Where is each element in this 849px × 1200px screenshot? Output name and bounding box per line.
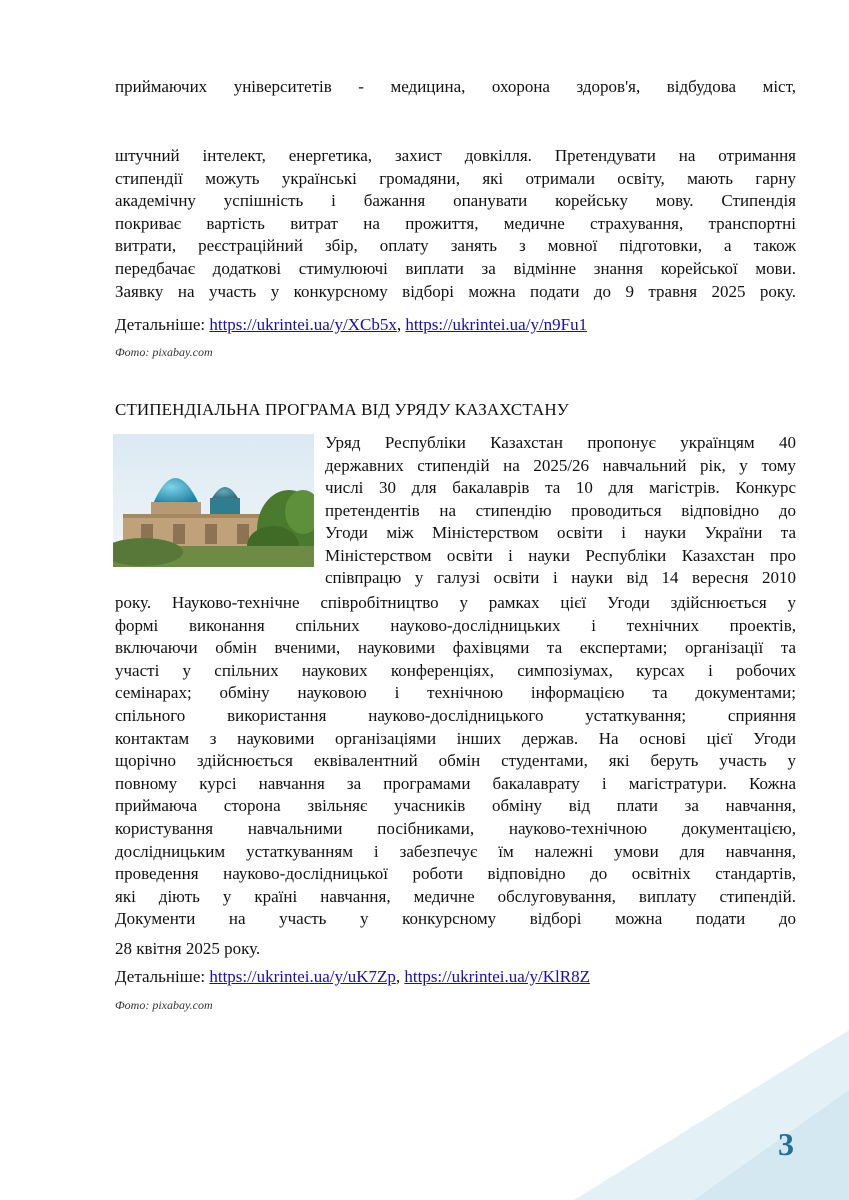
details-line	[115, 966, 590, 988]
body-text-line: проведення науково-дослідницької роботи відповідно до освітніх стандартів,	[115, 864, 796, 884]
body-text-line: повному курсі навчання за програмами бакалаврату і магістратури. Кожна	[115, 773, 796, 793]
body-text-line: семінарах; обміну науковою і технічною інформацією та документами;	[115, 683, 796, 703]
body-text-line: витрати, реєстраційний збір, оплату занять з мовної підготовки, а також	[115, 236, 796, 256]
link-separator: ,	[396, 315, 406, 334]
body-text-line: участі у спільних наукових конференціях, симпозіумах, курсах і робочих	[115, 660, 796, 680]
corner-decoration	[574, 1030, 849, 1200]
section-heading: СТИПЕНДІАЛЬНА ПРОГРАМА ВІД УРЯДУ КАЗАХСТАНУ	[115, 400, 569, 419]
body-text-line: 28 квітня 2025 року.	[115, 939, 261, 958]
body-text-line: співпрацю у галузі освіти і науки від 14 вересня 2010	[325, 568, 796, 587]
body-text-line: дослідницьким устаткуванням і забезпечує їм належні умови для навчання,	[115, 841, 796, 861]
body-text-line: користування навчальними посібниками, науково-технічною документацією,	[115, 819, 796, 838]
body-text-line: покриває вартість витрат на прожиття, медичне страхування, транспортні	[115, 213, 796, 233]
body-text-line: стипендії можуть українські громадяни, які отримали освіту, мають гарну	[115, 168, 796, 188]
body-text-line: Міністерством освіти і науки Республіки Казахстан про	[325, 545, 796, 565]
details-line	[115, 314, 587, 336]
details-label: Детальніше:	[115, 315, 210, 334]
body-text-line: числі 30 для бакалаврів та 10 для магістрів. Конкурс	[325, 478, 796, 497]
photo-credit: Фото: pixabay.com	[115, 345, 213, 359]
details-link-1[interactable]: https://ukrintei.ua/y/XCb5x	[209, 315, 397, 334]
body-text-line: Заявку на участь у конкурсному відборі можна подати до 9 травня 2025 року.	[115, 281, 796, 301]
body-text-line: державних стипендій на 2025/26 навчальний рік, у тому	[325, 455, 796, 475]
details-link-2[interactable]: https://ukrintei.ua/y/KlR8Z	[404, 967, 590, 986]
details-label: Детальніше:	[115, 967, 210, 986]
body-text-line: щорічно здійснюється еквівалентний обмін студентами, які беруть участь у	[115, 751, 796, 771]
body-text-line: приймаюча сторона звільняє учасників обміну від плати за навчання,	[115, 796, 796, 816]
body-text-line: контактам з науковими організаціями інших держав. На основі цієї Угоди	[115, 728, 796, 748]
body-text-line: Документи на участь у конкурсному відборі можна подати до	[115, 909, 796, 929]
photo-credit: Фото: pixabay.com	[115, 998, 213, 1012]
body-text-line: формі виконання спільних науково-дослідницьких і технічних проектів,	[115, 615, 796, 635]
details-link-1[interactable]: https://ukrintei.ua/y/uK7Zp	[209, 967, 396, 986]
details-link-2[interactable]: https://ukrintei.ua/y/n9Fu1	[405, 315, 588, 334]
body-text-line: спільного використання науково-дослідницького устаткування; сприяння	[115, 706, 796, 725]
body-text-line: штучний інтелект, енергетика, захист довкілля. Претендувати на отримання	[115, 146, 796, 165]
body-text-line: включаючи обмін вченими, науковими фахівцями та експертами; організації та	[115, 638, 796, 658]
body-text-line: академічну успішність і бажання опанувати корейську мову. Стипендія	[115, 191, 796, 211]
body-text-line: передбачає додаткові стимулюючі виплати за відмінне знання корейської мови.	[115, 259, 796, 278]
body-text-line: претендентів на стипендію проводиться відповідно до	[325, 500, 796, 520]
link-separator: ,	[395, 967, 405, 986]
body-text-line: Уряд Республіки Казахстан пропонує українцям 40	[325, 433, 796, 452]
body-text-line: приймаючих університетів - медицина, охорона здоров'я, відбудова міст,	[115, 77, 796, 96]
body-text-line: року. Науково-технічне співробітництво у рамках цієї Угоди здійснюється у	[115, 593, 796, 612]
body-text-line: Угоди між Міністерством освіти і науки України та	[325, 523, 796, 542]
body-text-line: які діють у країні навчання, медичне обслуговування, виплату стипендій.	[115, 886, 796, 906]
page-number: 3	[778, 1126, 794, 1162]
mausoleum-photo	[113, 434, 314, 567]
